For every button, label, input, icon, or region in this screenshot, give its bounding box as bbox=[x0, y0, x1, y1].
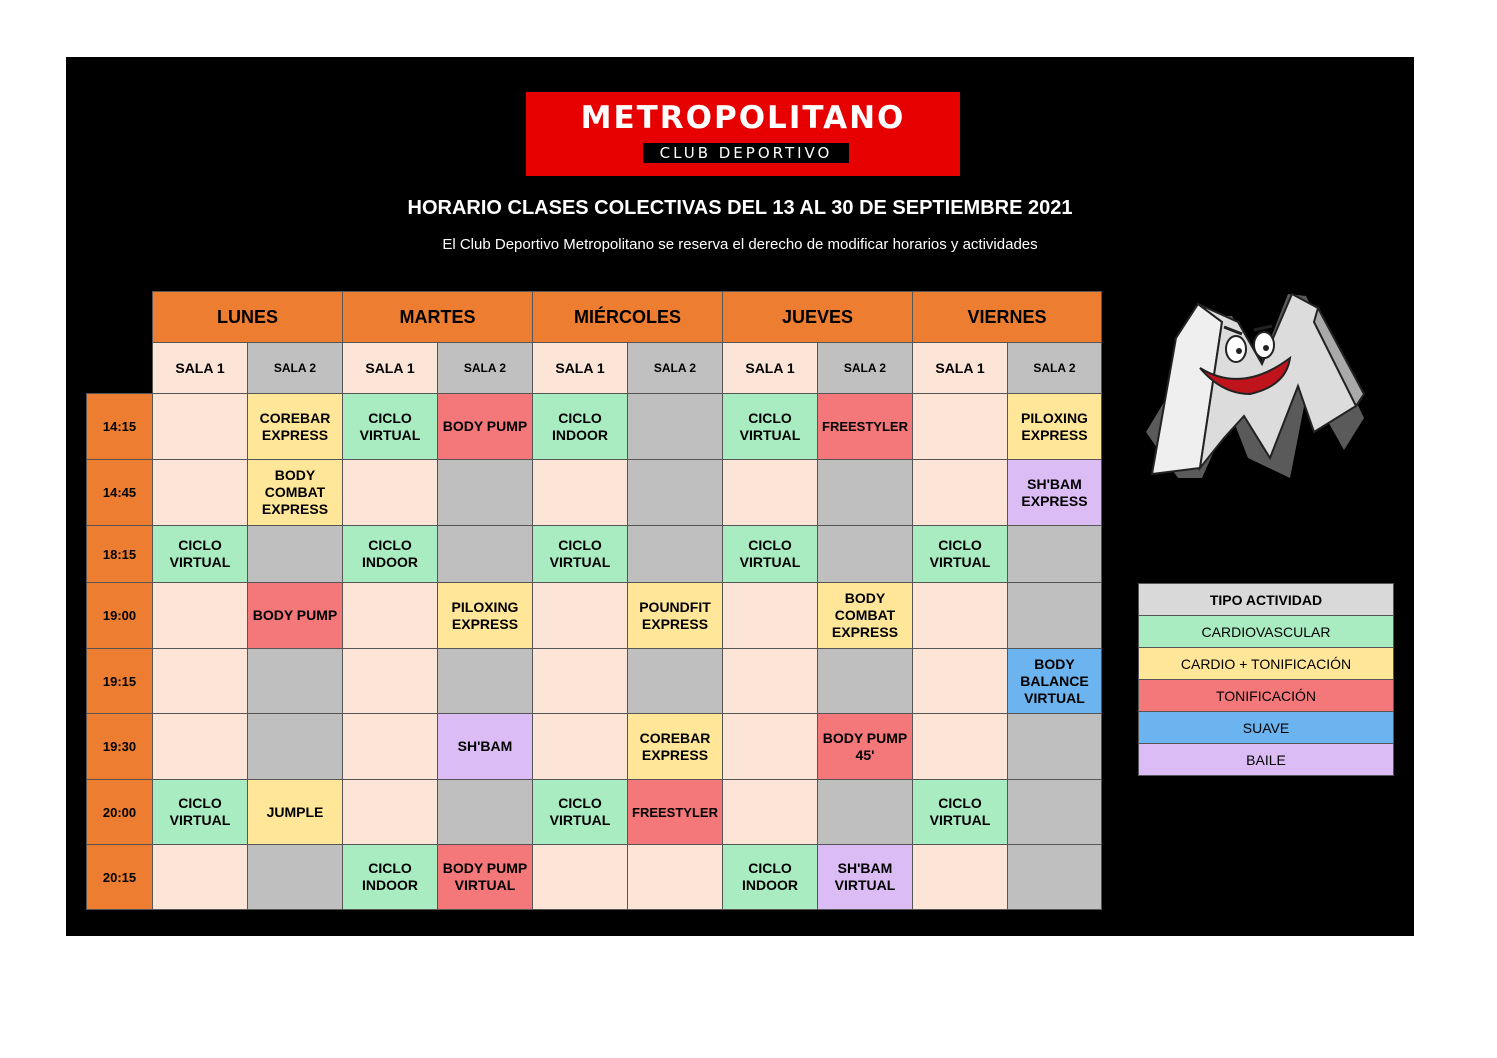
legend-item-tonificacion: TONIFICACIÓN bbox=[1139, 680, 1394, 712]
table-row bbox=[87, 583, 1102, 649]
class-cell: PILOXING EXPRESS bbox=[1008, 394, 1102, 460]
class-cell bbox=[913, 714, 1008, 780]
table-row bbox=[87, 526, 1102, 583]
class-cell bbox=[723, 714, 818, 780]
class-cell bbox=[248, 526, 343, 583]
class-cell: CICLO INDOOR bbox=[343, 845, 438, 910]
room-header: SALA 1 bbox=[153, 343, 248, 394]
class-cell bbox=[628, 649, 723, 714]
class-cell bbox=[913, 845, 1008, 910]
class-cell bbox=[1008, 714, 1102, 780]
class-cell bbox=[723, 583, 818, 649]
class-cell: BODY BALANCE VIRTUAL bbox=[1008, 649, 1102, 714]
class-cell bbox=[1008, 845, 1102, 910]
mascot-m-illustration bbox=[1138, 282, 1384, 486]
class-cell bbox=[153, 714, 248, 780]
class-cell: JUMPLE bbox=[248, 780, 343, 845]
class-cell: CICLO VIRTUAL bbox=[723, 526, 818, 583]
class-cell: BODY COMBAT EXPRESS bbox=[818, 583, 913, 649]
club-logo bbox=[526, 92, 960, 176]
class-cell bbox=[153, 649, 248, 714]
class-cell bbox=[723, 460, 818, 526]
table-row bbox=[87, 649, 1102, 714]
time-cell: 18:15 bbox=[87, 526, 153, 583]
class-cell: CICLO VIRTUAL bbox=[723, 394, 818, 460]
table-row bbox=[87, 460, 1102, 526]
class-cell: CICLO INDOOR bbox=[343, 526, 438, 583]
logo-main-text: METROPOLITANO bbox=[580, 100, 906, 136]
class-cell bbox=[438, 780, 533, 845]
class-cell bbox=[723, 649, 818, 714]
time-cell: 19:30 bbox=[87, 714, 153, 780]
class-cell bbox=[533, 460, 628, 526]
class-cell bbox=[913, 460, 1008, 526]
legend-item-suave: SUAVE bbox=[1139, 712, 1394, 744]
class-cell: SH'BAM VIRTUAL bbox=[818, 845, 913, 910]
class-cell: BODY PUMP bbox=[438, 394, 533, 460]
class-cell bbox=[818, 460, 913, 526]
class-cell bbox=[1008, 583, 1102, 649]
table-row bbox=[87, 714, 1102, 780]
room-header: SALA 1 bbox=[723, 343, 818, 394]
legend-item-cardio-tonificacion: CARDIO + TONIFICACIÓN bbox=[1139, 648, 1394, 680]
day-header: VIERNES bbox=[913, 292, 1102, 343]
class-cell: COREBAR EXPRESS bbox=[628, 714, 723, 780]
class-cell bbox=[818, 649, 913, 714]
legend-item-cardiovascular: CARDIOVASCULAR bbox=[1139, 616, 1394, 648]
day-header: MARTES bbox=[343, 292, 533, 343]
class-cell bbox=[913, 394, 1008, 460]
legend-title: TIPO ACTIVIDAD bbox=[1139, 584, 1394, 616]
class-cell bbox=[248, 845, 343, 910]
class-cell: BODY PUMP VIRTUAL bbox=[438, 845, 533, 910]
day-header: LUNES bbox=[153, 292, 343, 343]
time-cell: 14:15 bbox=[87, 394, 153, 460]
class-cell bbox=[723, 780, 818, 845]
class-cell: SH'BAM bbox=[438, 714, 533, 780]
class-cell: COREBAR EXPRESS bbox=[248, 394, 343, 460]
class-cell bbox=[533, 583, 628, 649]
class-cell: FREESTYLER bbox=[628, 780, 723, 845]
corner-blank bbox=[87, 343, 153, 394]
page-subtitle: El Club Deportivo Metropolitano se reserva el derecho de modificar horarios y actividades bbox=[442, 236, 1038, 253]
class-cell bbox=[628, 845, 723, 910]
class-cell bbox=[533, 649, 628, 714]
table-row bbox=[87, 780, 1102, 845]
class-cell bbox=[343, 649, 438, 714]
class-cell bbox=[248, 649, 343, 714]
time-cell: 14:45 bbox=[87, 460, 153, 526]
table-row bbox=[87, 394, 1102, 460]
day-header: JUEVES bbox=[723, 292, 913, 343]
table-row bbox=[87, 845, 1102, 910]
class-cell: CICLO VIRTUAL bbox=[533, 526, 628, 583]
class-cell bbox=[438, 460, 533, 526]
class-cell bbox=[533, 714, 628, 780]
class-cell bbox=[343, 460, 438, 526]
class-cell bbox=[153, 460, 248, 526]
room-header: SALA 2 bbox=[1008, 343, 1102, 394]
class-cell bbox=[153, 845, 248, 910]
class-cell: BODY PUMP 45' bbox=[818, 714, 913, 780]
room-header: SALA 1 bbox=[343, 343, 438, 394]
logo-sub-text: CLUB DEPORTIVO bbox=[643, 143, 849, 163]
class-cell bbox=[438, 526, 533, 583]
class-cell: BODY COMBAT EXPRESS bbox=[248, 460, 343, 526]
room-header: SALA 2 bbox=[438, 343, 533, 394]
class-cell bbox=[343, 714, 438, 780]
legend-item-baile: BAILE bbox=[1139, 744, 1394, 776]
room-header: SALA 1 bbox=[533, 343, 628, 394]
room-header: SALA 2 bbox=[818, 343, 913, 394]
class-cell bbox=[438, 649, 533, 714]
class-cell: CICLO VIRTUAL bbox=[343, 394, 438, 460]
class-cell: CICLO INDOOR bbox=[533, 394, 628, 460]
class-cell bbox=[913, 583, 1008, 649]
day-header-row bbox=[87, 292, 1102, 343]
room-header: SALA 2 bbox=[628, 343, 723, 394]
class-cell bbox=[913, 649, 1008, 714]
class-cell: CICLO VIRTUAL bbox=[913, 780, 1008, 845]
class-cell bbox=[628, 394, 723, 460]
room-header: SALA 2 bbox=[248, 343, 343, 394]
class-cell: CICLO INDOOR bbox=[723, 845, 818, 910]
class-cell bbox=[818, 780, 913, 845]
time-cell: 19:00 bbox=[87, 583, 153, 649]
activity-legend bbox=[1138, 583, 1394, 776]
time-cell: 20:00 bbox=[87, 780, 153, 845]
page-title: HORARIO CLASES COLECTIVAS DEL 13 AL 30 DE SEPTIEMBRE 2021 bbox=[407, 197, 1073, 219]
room-header: SALA 1 bbox=[913, 343, 1008, 394]
class-cell bbox=[628, 526, 723, 583]
class-cell: CICLO VIRTUAL bbox=[913, 526, 1008, 583]
class-cell bbox=[628, 460, 723, 526]
class-cell: CICLO VIRTUAL bbox=[153, 780, 248, 845]
time-cell: 19:15 bbox=[87, 649, 153, 714]
class-cell bbox=[533, 845, 628, 910]
class-cell: POUNDFIT EXPRESS bbox=[628, 583, 723, 649]
class-cell bbox=[343, 780, 438, 845]
class-cell: PILOXING EXPRESS bbox=[438, 583, 533, 649]
class-cell: CICLO VIRTUAL bbox=[153, 526, 248, 583]
schedule-table bbox=[86, 291, 1102, 910]
class-cell bbox=[343, 583, 438, 649]
class-cell bbox=[1008, 526, 1102, 583]
corner-blank bbox=[87, 292, 153, 343]
time-cell: 20:15 bbox=[87, 845, 153, 910]
class-cell: BODY PUMP bbox=[248, 583, 343, 649]
class-cell bbox=[153, 583, 248, 649]
day-header: MIÉRCOLES bbox=[533, 292, 723, 343]
class-cell: CICLO VIRTUAL bbox=[533, 780, 628, 845]
room-header-row bbox=[87, 343, 1102, 394]
class-cell bbox=[248, 714, 343, 780]
class-cell bbox=[153, 394, 248, 460]
class-cell: FREESTYLER bbox=[818, 394, 913, 460]
class-cell bbox=[818, 526, 913, 583]
class-cell: SH'BAM EXPRESS bbox=[1008, 460, 1102, 526]
class-cell bbox=[1008, 780, 1102, 845]
